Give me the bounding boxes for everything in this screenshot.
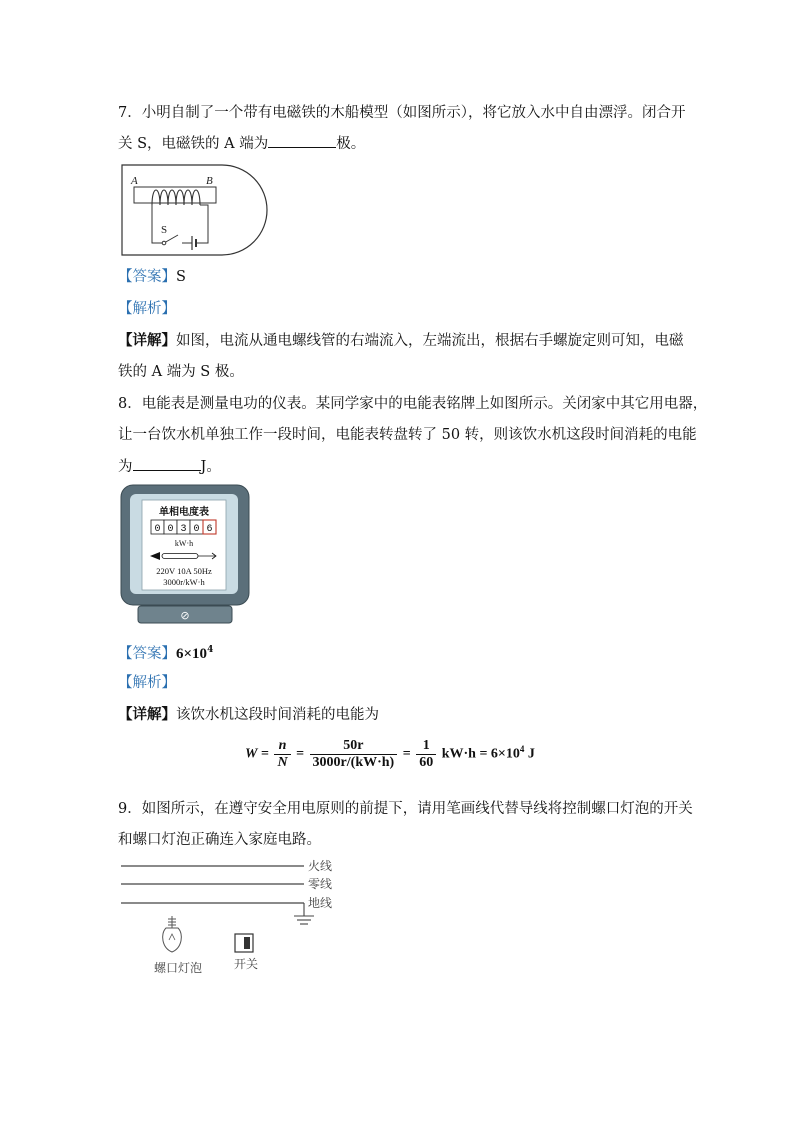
label-s: S: [161, 224, 168, 236]
q7-detail-line2: 铁的 A 端为 S 极。: [118, 364, 244, 380]
answer-tag: 【答案】: [118, 269, 176, 285]
q7-stem-pre: 关 S，电磁铁的 A 端为: [118, 136, 269, 152]
answer-tag: 【答案】: [118, 645, 176, 662]
q8-stem-post: J。: [200, 459, 221, 475]
detail-tag: 【详解】: [118, 706, 176, 723]
meter-knob-icon: ⊘: [180, 609, 190, 622]
detail-text: 该饮水机这段时间消耗的电能为: [176, 707, 379, 723]
q9-stem-line2: 和螺口灯泡正确连入家庭电路。: [118, 832, 321, 848]
answer-value: 6×10: [176, 645, 208, 662]
energy-formula: [245, 738, 535, 771]
electric-meter-figure: [120, 484, 250, 626]
meter-digit: 0: [167, 524, 174, 535]
household-circuit-figure: [118, 856, 348, 980]
meter-digit: 3: [180, 524, 187, 535]
formula-eq: =: [260, 746, 269, 762]
q8-stem-line1: 8．电能表是测量电功的仪表。某同学家中的电能表铭牌上如图所示。关闭家中其它用电器，: [118, 396, 708, 412]
q8-answer-blank: [133, 456, 201, 471]
q7-answer-blank: [268, 133, 336, 148]
meter-title: 单相电度表: [159, 507, 209, 518]
meter-spec1: 220V 10A 50Hz: [156, 566, 212, 576]
formula-fraction: $\frac{1}{60}$: [416, 738, 436, 771]
detail-tag: 【详解】: [118, 332, 176, 349]
q7-detail-line1: [118, 331, 684, 351]
q7-stem-post: 极。: [336, 136, 366, 152]
meter-digit: 0: [154, 524, 161, 535]
q7-analysis-tag: 【解析】: [118, 301, 176, 317]
q7-stem-line2: [118, 133, 365, 154]
neutral-wire-label: 零线: [308, 877, 333, 891]
q8-stem-line2: 让一台饮水机单独工作一段时间，电能表转盘转了 50 转，则该饮水机这段时间消耗的电能: [118, 427, 697, 443]
formula-eq: =: [296, 746, 305, 762]
formula-fraction: $\frac{n}{N}$: [274, 738, 290, 771]
q8-stem-line3: [118, 456, 221, 477]
answer-value: S: [176, 269, 186, 285]
label-a: A: [131, 175, 138, 187]
formula-eq: =: [402, 746, 411, 762]
formula-lhs: W: [245, 746, 258, 762]
q8-analysis-tag: 【解析】: [118, 675, 176, 691]
q7-stem-line1: 7．小明自制了一个带有电磁铁的木船模型（如图所示），将它放入水中自由漂浮。闭合开: [118, 105, 686, 121]
formula-unit: J: [524, 746, 535, 762]
switch-label: 开关: [234, 957, 259, 971]
detail-text: 如图，电流从通电螺线管的右端流入，左端流出，根据右手螺旋定则可知，电磁: [176, 333, 684, 349]
label-b: B: [206, 175, 213, 187]
q8-answer: [118, 640, 213, 664]
formula-fraction: $\frac{50r}{3000r/(kW\cdot h)}$: [310, 738, 398, 771]
bulb-label: 螺口灯泡: [154, 961, 203, 975]
meter-digit: 0: [193, 524, 200, 535]
meter-spec2: 3000r/kW·h: [163, 577, 205, 587]
q7-answer: [118, 267, 186, 287]
switch-icon: [235, 934, 253, 952]
q8-stem-pre: 为: [118, 459, 133, 475]
fire-wire-label: 火线: [308, 859, 333, 873]
meter-unit: kW·h: [174, 539, 194, 548]
formula-exponent: 4: [519, 744, 525, 755]
meter-digit: 6: [206, 524, 213, 535]
answer-exponent: 4: [207, 645, 214, 655]
ground-wire-label: 地线: [308, 896, 333, 910]
boat-electromagnet-figure: [118, 163, 270, 259]
screw-bulb-icon: [163, 916, 182, 952]
q8-detail: [118, 705, 379, 725]
formula-result: kW·h = 6×10: [441, 746, 520, 762]
q9-stem-line1: 9．如图所示，在遵守安全用电原则的前提下，请用笔画线代替导线将控制螺口灯泡的开关: [118, 801, 693, 817]
